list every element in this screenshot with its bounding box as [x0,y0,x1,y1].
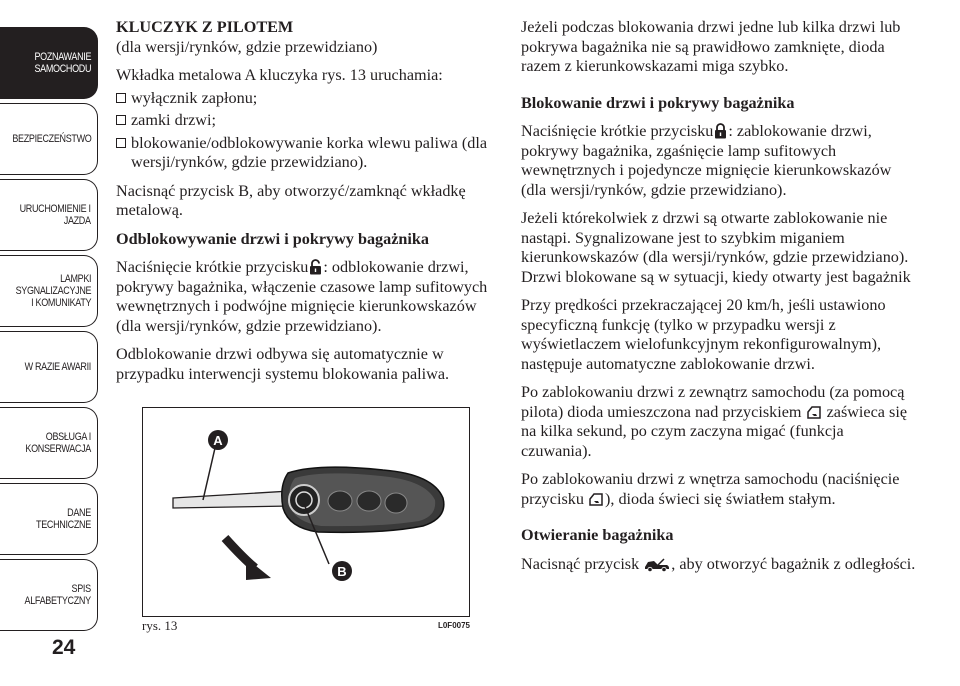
right-column [521,18,916,583]
auto-unlock-paragraph: Odblokowanie drzwi odbywa się automatycznie w przypadku interwencji systemu blokowania paliwa. [116,345,450,383]
button-b-paragraph: Nacisnąć przycisk B, aby otworzyć/zamknąć wkładkę metalową. [116,181,466,219]
unlock-paragraph: Naciśnięcie krótkie przycisku : odblokowanie drzwi, pokrywy bagażnika, włączenie czasowe lamp sufitowych wewnętrznych i podwójne mignięcie kierunkowskazów (dla wersji/rynków, gdzie przewidziano). [116,258,488,335]
section-subheading: (dla wersji/rynków, gdzie przewidziano) [116,37,378,56]
tab-bezpieczenstwo[interactable]: BEZPIECZEŃSTWO [0,103,98,175]
blink-paragraph: Jeżeli podczas blokowania drzwi jedne lub kilka drzwi lub pokrywa bagażnika nie są prawidłowo zamknięte, dioda razem z kierunkowskazami miga szybko. [521,18,901,75]
tab-lampki-sygnalizacyjne[interactable]: LAMPKI SYGNALIZACYJNE I KOMUNIKATY [0,255,98,327]
speed-lock-paragraph: Przy prędkości przekraczającej 20 km/h, jeśli ustawiono specyficzną funkcję (tylko w przypadku wersji z wyświetlaczem wielofunkcyjnym rekonfigurowalnym), następuje automatyczne zablokowanie drzwi. [521,296,886,373]
page-number: 24 [52,636,76,659]
key-figure [142,407,470,617]
open-doors-paragraph: Jeżeli którekolwiek z drzwi są otwarte zablokowanie nie nastąpi. Sygnalizowane jest to szybkim miganiem kierunkowskazów (dla wersji/rynków, gdzie przewidziano). Drzwi blokowane są w sytuacji, kiedy otwarty jest bagażnik [521,209,911,286]
tab-w-razie-awarii[interactable]: W RAZIE AWARII [0,331,98,403]
tab-obsluga-i-konserwacja[interactable]: OBSŁUGA I KONSERWACJA [0,407,98,479]
trunk-heading: Otwieranie bagażnika [521,526,674,544]
intro-paragraph: Wkładka metalowa A kluczyka rys. 13 uruchamia: [116,66,443,84]
list-item: zamki drzwi; [116,111,496,131]
figure-caption: rys. 13 L0F0075 [142,618,470,633]
tab-uruchomienie-i-jazda[interactable]: URUCHOMIENIE I JAZDA [0,179,98,251]
label-b: B [337,564,347,579]
door-lock-button-icon [589,492,604,507]
key-illustration [143,408,469,616]
list-item: blokowanie/odblokowywanie korka wlewu paliwa (dla wersji/rynków, gdzie przewidziano). [116,134,496,173]
section-heading: KLUCZYK Z PILOTEM [116,18,294,36]
lock-padlock-icon [714,123,727,139]
trunk-paragraph: Nacisnąć przycisk , aby otworzyć bagażnik z odległości. [521,554,916,573]
left-column [116,18,496,393]
checkbox-bullet-icon [116,111,131,131]
unlock-heading: Odblokowywanie drzwi i pokrywy bagażnika [116,229,430,248]
external-lock-paragraph: Po zablokowaniu drzwi z zewnątrz samochodu (za pomocą pilota) dioda umieszczona nad przyciskiem zaświeca się na kilka sekund, po czym zaczyna migać (funkcja czuwania). [521,383,908,460]
lock-heading: Blokowanie drzwi i pokrywy bagażnika [521,93,795,112]
figure-code: L0F0075 [437,621,470,630]
list-item: wyłącznik zapłonu; [116,89,496,109]
door-lock-button-icon [807,405,822,420]
tab-poznawanie-samochodu[interactable]: POZNAWANIE SAMOCHODU [0,27,98,99]
tab-dane-techniczne[interactable]: DANE TECHNICZNE [0,483,98,555]
checkbox-bullet-icon [116,134,131,173]
label-a: A [213,433,223,448]
tab-spis-alfabetyczny[interactable]: SPIS ALFABETYCZNY [0,559,98,631]
internal-lock-paragraph: Po zablokowaniu drzwi z wnętrza samochodu (naciśnięcie przycisku ), dioda świeci się światłem stałym. [521,470,900,508]
lock-paragraph: Naciśnięcie krótkie przycisku : zablokowanie drzwi, pokrywy bagażnika, zgaśnięcie lamp sufitowych wewnętrznych i pojedyncze mignięcie kierunkowskazów (dla wersji/rynków, gdzie przewidziano). [521,122,892,199]
car-trunk-icon [644,558,670,572]
checkbox-bullet-icon [116,89,131,109]
unlock-padlock-icon [309,259,322,275]
